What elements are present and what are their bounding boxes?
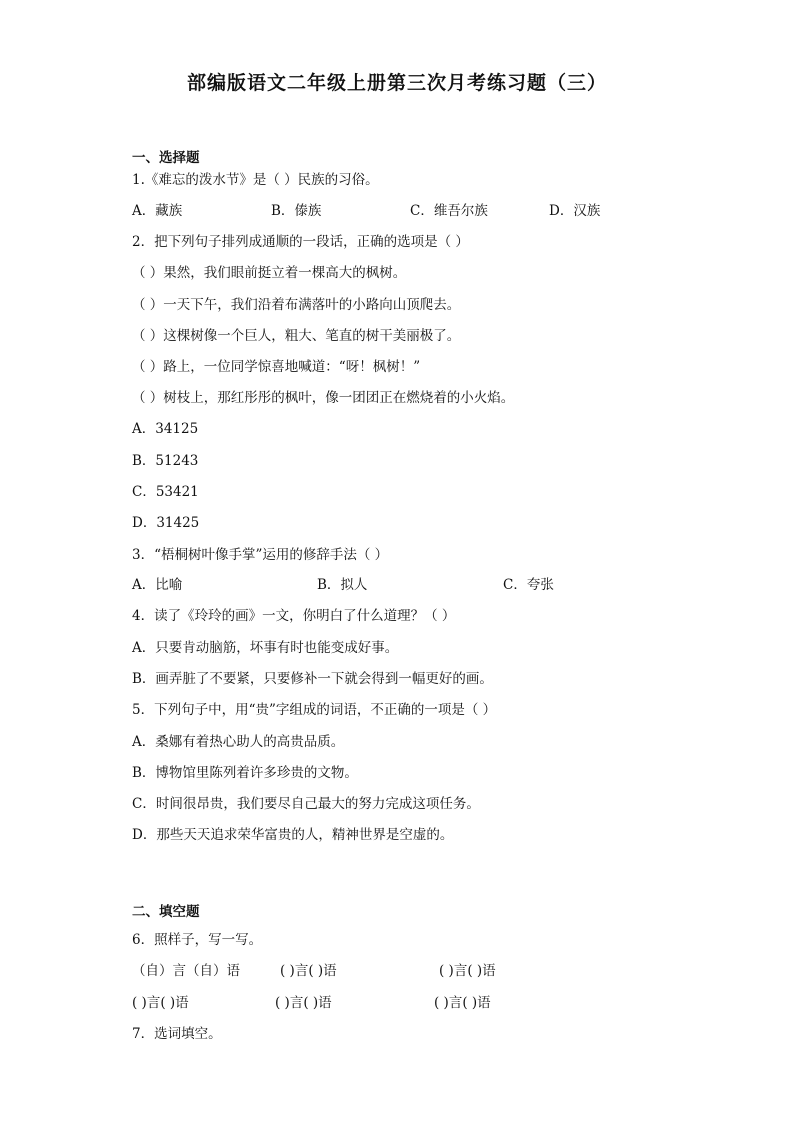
question-2-stem: 2．把下列句子排列成通顺的一段话，正确的选项是（ ） [132,234,469,250]
question-2-option-b: B．51243 [132,453,199,469]
question-1-option-c: C．维吾尔族 [410,203,488,219]
blank-idiom[interactable]: ( )言( )语 [132,995,189,1011]
section-heading-fill: 二、填空题 [132,904,200,920]
question-5-option-b: B．博物馆里陈列着许多珍贵的文物。 [132,765,358,781]
question-4-stem: 4．读了《玲玲的画》一文，你明白了什么道理？（ ） [132,608,456,624]
example-idiom: （自）言（自）语 [132,963,240,979]
question-2-option-c: C．53421 [132,484,199,500]
page-title: 部编版语文二年级上册第三次月考练习题（三） [186,72,607,94]
question-1-option-b: B．傣族 [271,203,322,219]
question-3-option-c: C．夸张 [503,577,554,593]
question-5-stem: 5．下列句子中，用“贵”字组成的词语，不正确的一项是（ ） [132,702,497,718]
question-1-option-d: D．汉族 [549,203,601,219]
question-2-sentence: （ ）树枝上，那红彤彤的枫叶，像一团团正在燃烧着的小火焰。 [132,390,515,406]
question-3-option-a: A．比喻 [132,577,183,593]
question-5-option-a: A．桑娜有着热心助人的高贵品质。 [132,734,345,750]
question-2-sentence: （ ）一天下午，我们沿着布满落叶的小路向山顶爬去。 [132,297,461,313]
blank-idiom[interactable]: ( )言( )语 [439,963,496,979]
blank-idiom[interactable]: ( )言( )语 [275,995,332,1011]
question-1-stem: 1.《难忘的泼水节》是（ ）民族的习俗。 [132,172,379,188]
section-heading-choice: 一、选择题 [132,150,200,166]
question-7-stem: 7．选词填空。 [132,1026,222,1042]
question-2-option-d: D．31425 [132,515,200,531]
question-6-stem: 6．照样子，写一写。 [132,932,263,948]
question-4-option-b: B．画弄脏了不要紧，只要修补一下就会得到一幅更好的画。 [132,671,493,687]
question-2-sentence: （ ）路上，一位同学惊喜地喊道：“呀！枫树！” [132,359,421,375]
question-2-option-a: A．34125 [132,421,199,437]
blank-idiom[interactable]: ( )言( )语 [280,963,337,979]
question-4-option-a: A．只要肯动脑筋，坏事有时也能变成好事。 [132,640,399,656]
question-5-option-d: D．那些天天追求荣华富贵的人，精神世界是空虚的。 [132,827,454,843]
question-2-sentence: （ ）这棵树像一个巨人，粗大、笔直的树干美丽极了。 [132,328,461,344]
question-3-stem: 3．“梧桐树叶像手掌”运用的修辞手法（ ） [132,547,389,563]
question-2-sentence: （ ）果然，我们眼前挺立着一棵高大的枫树。 [132,265,407,281]
blank-idiom[interactable]: ( )言( )语 [434,995,491,1011]
question-1-option-a: A．藏族 [132,203,183,219]
question-5-option-c: C．时间很昂贵，我们要尽自己最大的努力完成这项任务。 [132,796,480,812]
question-3-option-b: B．拟人 [317,577,368,593]
